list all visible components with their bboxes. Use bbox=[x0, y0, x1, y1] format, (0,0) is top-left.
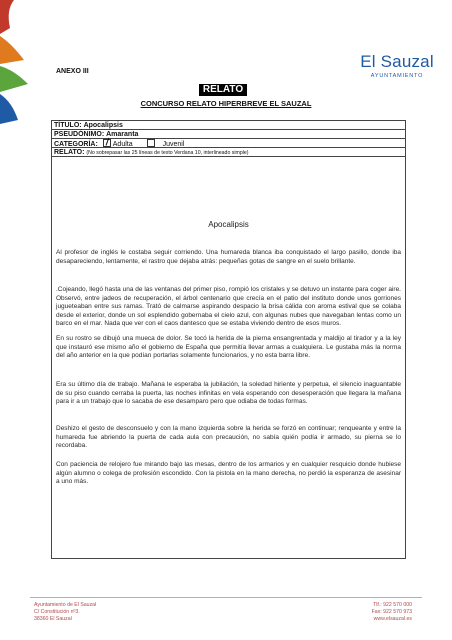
story-row bbox=[52, 148, 405, 157]
story-paragraph: Con paciencia de relojero fue mirando bajo las mesas, dentro de los armarios y en cualquier resquicio donde hubiese algún alumno o colega de profesión escondido. Con la pistola en la mano derecha, no perdió la esperanza de asesinar a uno más. bbox=[56, 461, 401, 486]
category-juvenil-label: Juvenil bbox=[162, 141, 185, 148]
story-paragraph: .Cojeando, llegó hasta una de las ventanas del primer piso, rompió los cristales y se detuvo un instante para coger aire. Observó, entre jadeos de recuperación, el árbol centenario que crecía en el patio del instituto donde unos gorriones jugueteaban entre sus ramas. Trató de calmarse aspirando despacio la brisa cálida con aroma estival que se colaba desde el exterior, donde un sol esplendido gobernaba el cielo azul, con algunas nubes que navegaban lentas como un barco en el mar. Nada que ver con el caos dantesco que se estaba viviendo dentro de esos muros. bbox=[56, 286, 401, 328]
footer-address bbox=[34, 602, 96, 623]
category-juvenil-checkbox[interactable] bbox=[147, 139, 155, 147]
footer-contact bbox=[360, 602, 412, 623]
title-row bbox=[52, 121, 405, 130]
brand-name: El Sauzal bbox=[360, 52, 434, 71]
category-adulta-label: Adulta bbox=[112, 141, 133, 148]
story-note: (No sobrepasar las 25 líneas de texto Verdana 10, interlineado simple) bbox=[86, 150, 249, 156]
category-label: CATEGORÍA: bbox=[54, 141, 98, 148]
category-adulta-checkbox[interactable] bbox=[103, 139, 111, 147]
contest-title: CONCURSO RELATO HIPERBREVE EL SAUZAL bbox=[140, 99, 312, 108]
pseudonym-value: Amaranta bbox=[106, 131, 139, 138]
story-label: RELATO: bbox=[54, 149, 85, 156]
brand-logo bbox=[352, 52, 442, 79]
entry-form bbox=[51, 120, 406, 559]
sauzal-logo-mark bbox=[0, 0, 40, 140]
title-value: Apocalipsis bbox=[83, 122, 123, 129]
story-title: Apocalipsis bbox=[208, 220, 249, 229]
footer-address-line: Ayuntamiento de El Sauzal bbox=[34, 602, 97, 608]
footer-website-link[interactable]: www.elsauzal.es bbox=[373, 616, 412, 622]
footer-divider bbox=[30, 597, 422, 598]
story-paragraph: Al profesor de inglés le costaba seguir corriendo. Una humareda blanca iba conquistado el largo pasillo, donde iba desapareciendo, lentamente, el rastro que dejaba atrás: pequeñas gotas de sangre en el suelo brillante. bbox=[56, 249, 401, 265]
story-paragraph: Deshizo el gesto de desconsuelo y con la mano izquierda sobre la herida se forzó en continuar; renqueante y entre la humareda fue abriendo la puerta de cada aula con precaución, no sabía quién podía ir armado, su pierna se lo recordaba. bbox=[56, 425, 401, 450]
document-title: RELATO bbox=[199, 84, 247, 96]
footer-phone: Tlf.: 922 570 000 bbox=[373, 602, 412, 608]
annex-label: ANEXO III bbox=[56, 68, 89, 75]
footer-address-line: C/ Constitución nº3. bbox=[34, 609, 80, 615]
brand-subtitle: AYUNTAMIENTO bbox=[370, 73, 424, 79]
footer-fax: Fax: 922 570 973 bbox=[371, 609, 412, 615]
story-paragraph: Era su último día de trabajo. Mañana le esperaba la jubilación, la soledad hiriente y perpetua, el silencio inaguantable de su piso cuando cerraba la puerta, las noches infinitas en vela esperando con desesperación que llegara la mañana para ir a un trabajo que lo sacaba de ese desamparo pero que odiaba de todas formas. bbox=[56, 381, 401, 406]
category-row bbox=[52, 139, 405, 148]
pseudonym-label: PSEUDÓNIMO: bbox=[54, 131, 105, 138]
title-label: TÍTULO: bbox=[54, 122, 82, 129]
footer-address-line: 38360 El Sauzal bbox=[34, 616, 72, 622]
story-paragraph: En su rostro se dibujó una mueca de dolor. Se tocó la herida de la pierna ensangrentada y maldijo al tirador y a la ley que instauró ese mismo año el gobierno de España que permitía llevar armas a cualquiera. Le gustaba más la norma del año anterior en la que podían portarlas solamente funcionarios, y no esta barra libre. bbox=[56, 335, 401, 360]
